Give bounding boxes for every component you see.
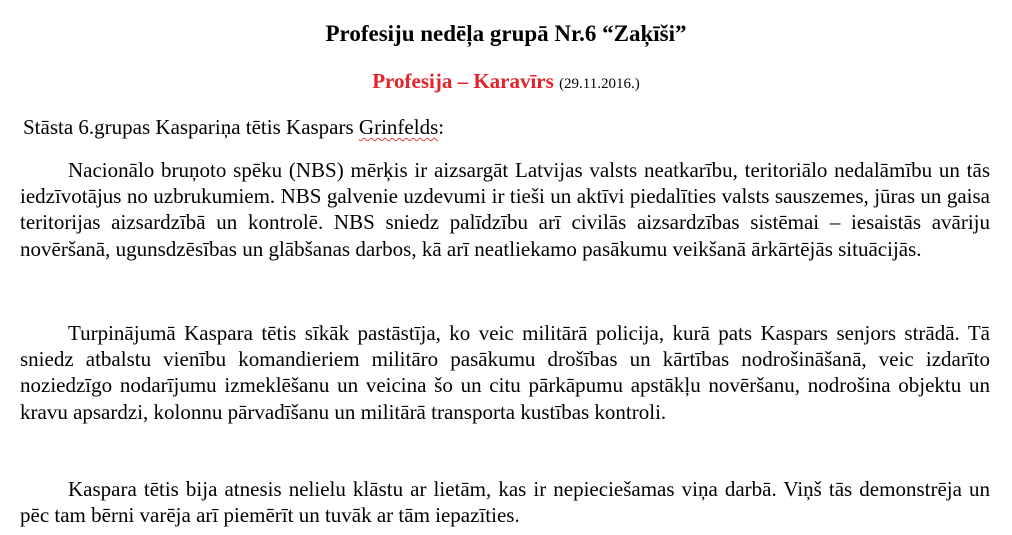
paragraph-military-police: Turpinājumā Kaspara tētis sīkāk pastāstīja, ko veic militārā policija, kurā pats Kaspars senjors strādā. Tā sniedz atbalstu vienību komandieriem militāro pasākumu drošības un kārtības nodrošināšanā, veic izdarīto noziedzīgo nodarījumu izmeklēšanu un veicina šo un citu pārkāpumu apstākļu novēršanu, nodrošina objektu un kravu apsardzi, kolonnu pārvadīšanu un militārā transporta kustības kontroli. <box>20 321 990 424</box>
date-label: (29.11.2016.) <box>559 76 640 92</box>
paragraph-nbs-goals: Nacionālo bruņoto spēku (NBS) mērķis ir aizsargāt Latvijas valsts neatkarību, teritoriālo nedalāmību un tās iedzīvotājus no uzbrukumiem. NBS galvenie uzdevumi ir tieši un aktīvi piedalīties valsts sauszemes, jūras un gaisa teritorijas aizsardzībā un kontrolē. NBS sniedz palīdzību arī civilās aizsardzības sistēmai – iesaistās avāriju novēršanā, ugunsdzēsības un glābšanas darbos, kā arī neatliekamo pasākumu veikšanā ārkārtējās situācijās. <box>20 158 990 261</box>
paragraph-demonstration: Kaspara tētis bija atnesis nelielu klāstu ar lietām, kas ir nepieciešamas viņa darbā. Viņš tās demonstrēja un pēc tam bērni varēja arī piemērīt un tuvāk ar tām iepazīties. <box>20 477 990 528</box>
page-subtitle <box>0 68 1012 97</box>
page-title: Profesiju nedēļa grupā Nr.6 “Zaķīši” <box>325 21 687 46</box>
profession-label: Profesija – Karavīrs <box>372 69 554 93</box>
intro-name: Grinfelds <box>358 115 439 139</box>
intro-line <box>23 114 444 140</box>
intro-suffix: : <box>438 115 445 139</box>
intro-text: Stāsta 6.grupas Kaspariņa tētis Kaspars <box>23 115 359 139</box>
